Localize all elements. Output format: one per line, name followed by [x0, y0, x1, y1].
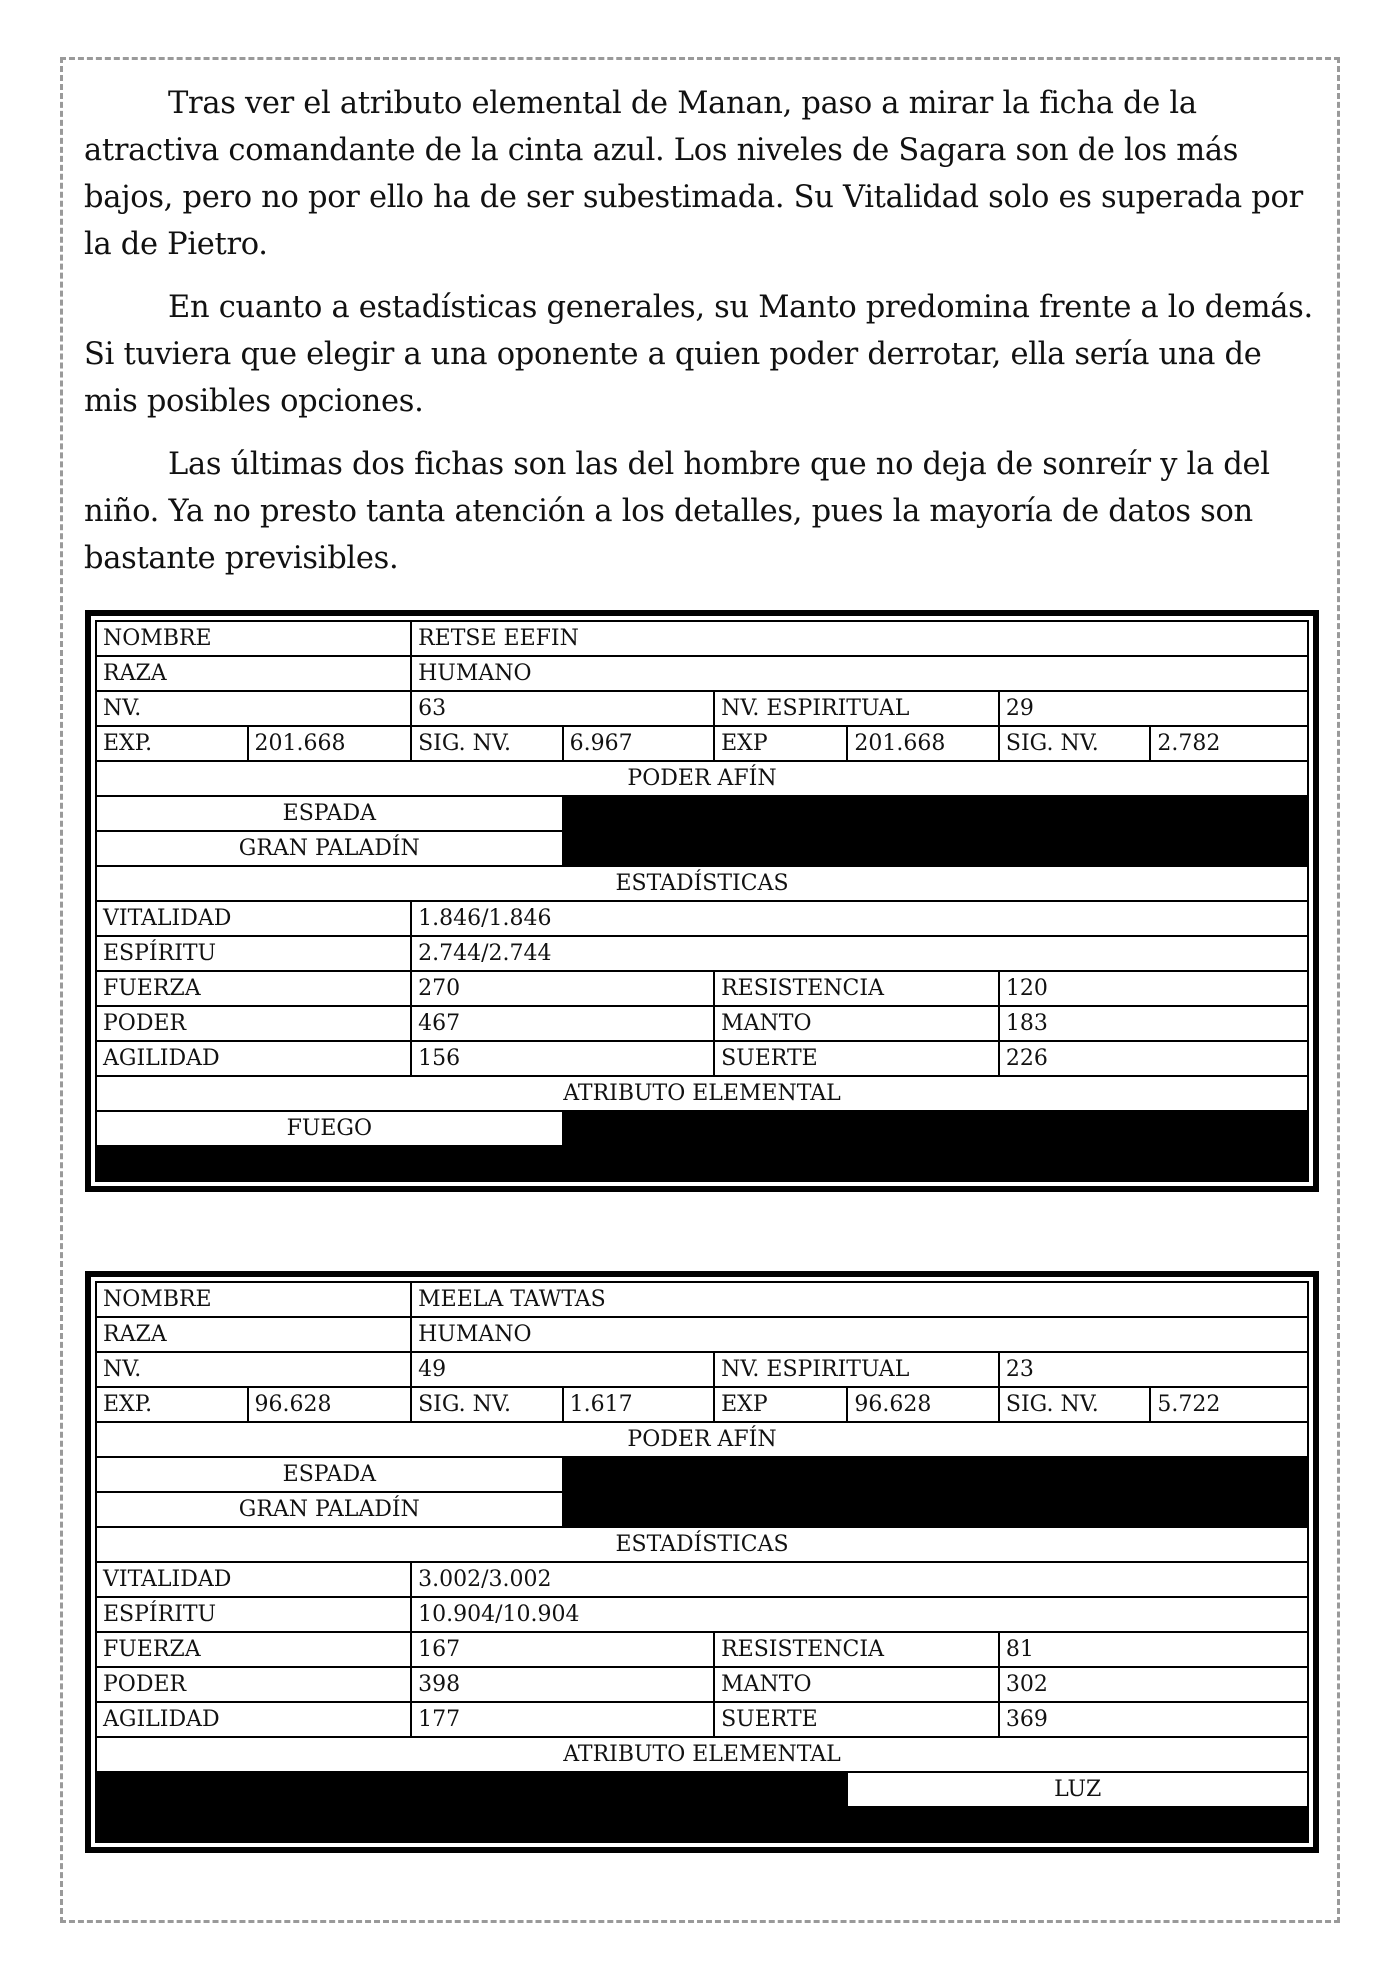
- blacked-out-cell: [96, 1146, 563, 1181]
- value-poder: 398: [411, 1667, 714, 1702]
- blacked-out-cell: [847, 796, 1308, 831]
- blacked-out-cell: [563, 796, 848, 831]
- label-sig-nv: SIG. NV.: [411, 726, 563, 761]
- value-exp-espiritual: 96.628: [847, 1387, 999, 1422]
- value-raza: HUMANO: [411, 1317, 1308, 1352]
- section-estadisticas: ESTADÍSTICAS: [96, 1527, 1308, 1562]
- label-poder: PODER: [96, 1667, 411, 1702]
- label-fuerza: FUERZA: [96, 971, 411, 1006]
- value-sig-nv-espiritual: 5.722: [1150, 1387, 1308, 1422]
- label-agilidad: AGILIDAD: [96, 1702, 411, 1737]
- label-vitalidad: VITALIDAD: [96, 901, 411, 936]
- label-nv-espiritual: NV. ESPIRITUAL: [714, 1352, 999, 1387]
- blacked-out-cell: [96, 1807, 563, 1842]
- label-exp-espiritual: EXP: [714, 726, 847, 761]
- label-exp-espiritual: EXP: [714, 1387, 847, 1422]
- atributo-elemental-value: LUZ: [847, 1772, 1308, 1807]
- value-resistencia: 81: [999, 1632, 1308, 1667]
- paragraph: En cuanto a estadísticas generales, su Manto predomina frente a lo demás. Si tuviera que elegir a una oponente a quien poder derrotar, ella sería una de mis posibles opciones.: [84, 290, 1313, 419]
- value-suerte: 226: [999, 1041, 1308, 1076]
- label-resistencia: RESISTENCIA: [714, 971, 999, 1006]
- value-exp: 201.668: [248, 726, 412, 761]
- value-nv: 63: [411, 691, 714, 726]
- label-vitalidad: VITALIDAD: [96, 1562, 411, 1597]
- character-sheet: [85, 1271, 1319, 1853]
- value-sig-nv-espiritual: 2.782: [1150, 726, 1308, 761]
- label-suerte: SUERTE: [714, 1702, 999, 1737]
- label-nv: NV.: [96, 691, 411, 726]
- value-sig-nv: 1.617: [563, 1387, 715, 1422]
- value-vitalidad: 1.846/1.846: [411, 901, 1308, 936]
- section-poder-afin: PODER AFÍN: [96, 1422, 1308, 1457]
- label-sig-nv-espiritual: SIG. NV.: [999, 1387, 1151, 1422]
- label-sig-nv: SIG. NV.: [411, 1387, 563, 1422]
- section-atributo-elemental: ATRIBUTO ELEMENTAL: [96, 1076, 1308, 1111]
- blacked-out-cell: [563, 1146, 848, 1181]
- label-raza: RAZA: [96, 656, 411, 691]
- section-atributo-elemental: ATRIBUTO ELEMENTAL: [96, 1737, 1308, 1772]
- label-nombre: NOMBRE: [96, 1282, 411, 1317]
- blacked-out-cell: [847, 1146, 1308, 1181]
- value-poder: 467: [411, 1006, 714, 1041]
- label-manto: MANTO: [714, 1667, 999, 1702]
- blacked-out-cell: [563, 1457, 848, 1492]
- character-sheet: [85, 610, 1319, 1192]
- blacked-out-cell: [563, 1772, 848, 1807]
- poder-afin-value: ESPADA: [96, 1457, 563, 1492]
- blacked-out-cell: [847, 831, 1308, 866]
- value-sig-nv: 6.967: [563, 726, 715, 761]
- narrative-text: [84, 80, 1324, 598]
- value-suerte: 369: [999, 1702, 1308, 1737]
- label-nv-espiritual: NV. ESPIRITUAL: [714, 691, 999, 726]
- label-exp: EXP.: [96, 1387, 248, 1422]
- label-espiritu: ESPÍRITU: [96, 1597, 411, 1632]
- label-raza: RAZA: [96, 1317, 411, 1352]
- value-manto: 183: [999, 1006, 1308, 1041]
- value-espiritu: 2.744/2.744: [411, 936, 1308, 971]
- blacked-out-cell: [847, 1492, 1308, 1527]
- poder-afin-value: GRAN PALADÍN: [96, 831, 563, 866]
- value-nombre: MEELA TAWTAS: [411, 1282, 1308, 1317]
- blacked-out-cell: [563, 1807, 848, 1842]
- atributo-elemental-value: FUEGO: [96, 1111, 563, 1146]
- blacked-out-cell: [847, 1457, 1308, 1492]
- paragraph: Tras ver el atributo elemental de Manan, paso a mirar la ficha de la atractiva comandante de la cinta azul. Los niveles de Sagara son de los más bajos, pero no por ello ha de ser subestimada. Su Vitalidad solo es superada por la de Pietro.: [84, 86, 1303, 262]
- value-nv-espiritual: 23: [999, 1352, 1308, 1387]
- poder-afin-value: GRAN PALADÍN: [96, 1492, 563, 1527]
- section-poder-afin: PODER AFÍN: [96, 761, 1308, 796]
- value-manto: 302: [999, 1667, 1308, 1702]
- value-exp: 96.628: [248, 1387, 412, 1422]
- value-vitalidad: 3.002/3.002: [411, 1562, 1308, 1597]
- blacked-out-cell: [847, 1807, 1308, 1842]
- value-agilidad: 177: [411, 1702, 714, 1737]
- value-nombre: RETSE EEFIN: [411, 621, 1308, 656]
- value-fuerza: 270: [411, 971, 714, 1006]
- label-agilidad: AGILIDAD: [96, 1041, 411, 1076]
- value-fuerza: 167: [411, 1632, 714, 1667]
- label-espiritu: ESPÍRITU: [96, 936, 411, 971]
- value-espiritu: 10.904/10.904: [411, 1597, 1308, 1632]
- blacked-out-cell: [96, 1772, 563, 1807]
- poder-afin-value: ESPADA: [96, 796, 563, 831]
- blacked-out-cell: [563, 1111, 848, 1146]
- label-nv: NV.: [96, 1352, 411, 1387]
- label-suerte: SUERTE: [714, 1041, 999, 1076]
- value-agilidad: 156: [411, 1041, 714, 1076]
- label-poder: PODER: [96, 1006, 411, 1041]
- stats-table: [95, 1281, 1309, 1843]
- label-sig-nv-espiritual: SIG. NV.: [999, 726, 1151, 761]
- value-nv-espiritual: 29: [999, 691, 1308, 726]
- label-exp: EXP.: [96, 726, 248, 761]
- value-exp-espiritual: 201.668: [847, 726, 999, 761]
- value-raza: HUMANO: [411, 656, 1308, 691]
- stats-table: [95, 620, 1309, 1182]
- label-manto: MANTO: [714, 1006, 999, 1041]
- blacked-out-cell: [563, 831, 848, 866]
- paragraph: Las últimas dos fichas son las del hombre que no deja de sonreír y la del niño. Ya no presto tanta atención a los detalles, pues la mayoría de datos son bastante previsibles.: [84, 447, 1270, 576]
- section-estadisticas: ESTADÍSTICAS: [96, 866, 1308, 901]
- value-nv: 49: [411, 1352, 714, 1387]
- value-resistencia: 120: [999, 971, 1308, 1006]
- label-resistencia: RESISTENCIA: [714, 1632, 999, 1667]
- blacked-out-cell: [563, 1492, 848, 1527]
- label-nombre: NOMBRE: [96, 621, 411, 656]
- blacked-out-cell: [847, 1111, 1308, 1146]
- label-fuerza: FUERZA: [96, 1632, 411, 1667]
